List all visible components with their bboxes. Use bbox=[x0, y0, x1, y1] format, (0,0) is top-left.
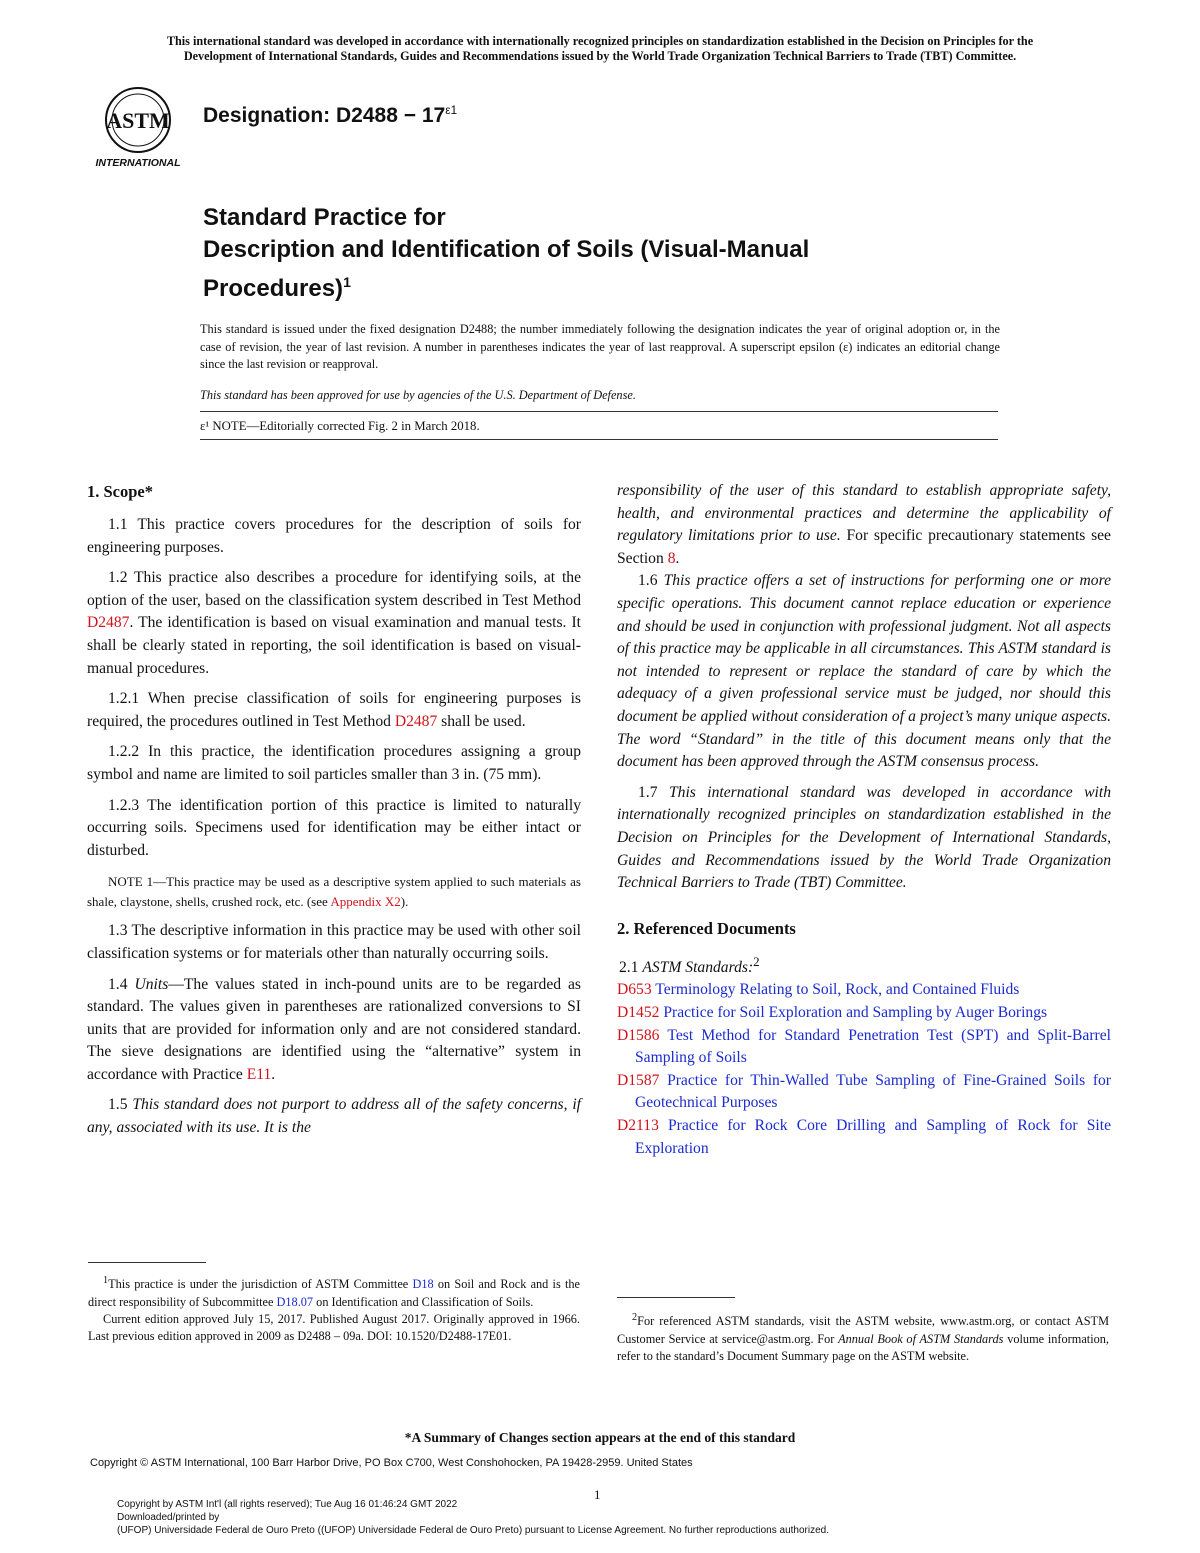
note-1: NOTE 1—This practice may be used as a descriptive system applied to such materials as shale, claystone, shells, crushed rock, etc. (see Appendix X2). bbox=[87, 874, 581, 910]
left-column bbox=[87, 480, 581, 1140]
reference-item bbox=[617, 1025, 1111, 1070]
reference-item bbox=[617, 1115, 1111, 1160]
reference-code-link[interactable]: D1587 bbox=[617, 1071, 660, 1089]
section-1-heading: 1. Scope* bbox=[87, 482, 153, 501]
designation-epsilon: ε1 bbox=[445, 103, 458, 117]
summary-of-changes-note: *A Summary of Changes section appears at the end of this standard bbox=[404, 1430, 796, 1445]
reference-item bbox=[617, 1070, 1111, 1115]
reference-code-link[interactable]: D1452 bbox=[617, 1004, 660, 1022]
copyright-line: Copyright © ASTM International, 100 Barr Harbor Drive, PO Box C700, West Conshohocken, PA 19428-2959. United States bbox=[90, 1457, 693, 1469]
title-line-3: Procedures) bbox=[203, 275, 344, 302]
reference-code-link[interactable]: D2113 bbox=[617, 1117, 659, 1135]
para-1-3: 1.3 The descriptive information in this practice may be used with other soil classification systems or for materials other than naturally occurring soils. bbox=[87, 922, 581, 962]
link-e11[interactable]: E11 bbox=[246, 1065, 272, 1083]
page-number: 1 bbox=[594, 1487, 601, 1502]
edition-info: Current edition approved July 15, 2017. Published August 2017. Originally approved in 1966. Last previous edition approved in 2009 as D2488 – 09a. DOI: 10.1520/D2488-17E01. bbox=[88, 1311, 580, 1344]
reference-item bbox=[617, 979, 1111, 1002]
para-1-4: 1.4 Units—The values stated in inch-pound units are to be regarded as standard. The values given in parentheses are rationalized conversions to SI units that are provided for information only and are not considered standard. The sieve designations are identified using the “alternative” system in accordance with Practice E11. bbox=[87, 975, 582, 1083]
reference-title-link[interactable]: Terminology Relating to Soil, Rock, and Contained Fluids bbox=[651, 981, 1020, 999]
top-notice bbox=[80, 34, 1120, 64]
para-1-2-2: 1.2.2 In this practice, the identification procedures assigning a group symbol and name are limited to soil particles smaller than 3 in. (75 mm). bbox=[87, 743, 581, 783]
download-info: Copyright by ASTM Int'l (all rights reserved); Tue Aug 16 01:46:24 GMT 2022 Downloaded/printed by (UFOP) Universidade Federal de Ouro Preto ((UFOP) Universidade Federal de Ouro Preto) pursuant to License Agreement. No further reproductions authorized. bbox=[117, 1499, 829, 1536]
reference-list bbox=[617, 979, 1111, 1160]
astm-logo bbox=[88, 86, 188, 170]
reference-title-link[interactable]: Test Method for Standard Penetration Test (SPT) and Split-Barrel Sampling of Soils bbox=[635, 1026, 1111, 1067]
link-section-8[interactable]: 8 bbox=[667, 549, 676, 567]
link-d18[interactable]: D18 bbox=[412, 1277, 434, 1292]
astm-logo-icon bbox=[88, 86, 188, 170]
para-1-2-3: 1.2.3 The identification portion of this practice is limited to naturally occurring soils. Specimens used for identification may be either intact or disturbed. bbox=[87, 796, 581, 859]
notice-line-1: This international standard was developed in accordance with internationally recognized principles on standardization established in the Decision on Principles for the bbox=[166, 34, 1034, 48]
designation-label: Designation: D2488 − 17 bbox=[203, 104, 446, 127]
reference-title-link[interactable]: Practice for Rock Core Drilling and Sampling of Rock for Site Exploration bbox=[635, 1117, 1111, 1157]
link-d2487[interactable]: D2487 bbox=[87, 614, 130, 632]
designation bbox=[203, 103, 457, 128]
divider bbox=[200, 411, 998, 412]
title-footnote-mark: 1 bbox=[343, 274, 351, 290]
dod-approval: This standard has been approved for use by agencies of the U.S. Department of Defense. bbox=[200, 388, 636, 402]
reference-code-link[interactable]: D653 bbox=[617, 981, 652, 999]
footnote-divider bbox=[617, 1297, 735, 1298]
logo-text: ASTM bbox=[106, 108, 170, 133]
reference-title-link[interactable]: Practice for Soil Exploration and Sampling by Auger Borings bbox=[659, 1004, 1048, 1022]
para-1-1: 1.1 This practice covers procedures for the description of soils for engineering purposes. bbox=[87, 516, 581, 556]
para-2-1: 2.1 ASTM Standards:$^2$ bbox=[619, 953, 760, 976]
epsilon-note: ε¹ NOTE—Editorially corrected Fig. 2 in March 2018. bbox=[200, 419, 480, 433]
para-1-2: 1.2 This practice also describes a procedure for identifying soils, at the option of the user, based on the classification system described in Test Method D2487. The identification is based on visual examination and manual tests. It shall be clearly stated in reporting, the soil identification is based on visual-manual procedures. bbox=[87, 569, 581, 677]
title-line-2: Description and Identification of Soils (Visual-Manual bbox=[203, 236, 810, 263]
reference-code-link[interactable]: D1586 bbox=[617, 1026, 660, 1044]
divider bbox=[200, 439, 998, 440]
issuance-statement: This standard is issued under the fixed designation D2488; the number immediately following the designation indicates the year of original adoption or, in the case of revision, the year of last revision. A number in parentheses indicates the year of last reapproval. A superscript epsilon (ε) indicates an editorial change since the last revision or reapproval. bbox=[200, 322, 1000, 371]
document-title bbox=[203, 202, 1003, 305]
reference-title-link[interactable]: Practice for Thin-Walled Tube Sampling of Fine-Grained Soils for Geotechnical Purposes bbox=[635, 1071, 1111, 1112]
section-2-heading: 2. Referenced Documents bbox=[617, 918, 796, 938]
link-d2487[interactable]: D2487 bbox=[394, 712, 438, 730]
link-d18-07[interactable]: D18.07 bbox=[276, 1294, 314, 1309]
para-1-5-continued: responsibility of the user of this standard to establish appropriate safety, health, and environmental practices and determine the applicability of regulatory limitations prior to use. For specific precautionary statements see Section 8. bbox=[617, 482, 1111, 567]
para-1-2-1: 1.2.1 When precise classification of soils for engineering purposes is required, the procedures outlined in Test Method D2487 shall be used. bbox=[87, 690, 581, 730]
footnote-divider bbox=[88, 1262, 206, 1263]
logo-subtext: INTERNATIONAL bbox=[95, 157, 181, 169]
notice-line-2: Development of International Standards, Guides and Recommendations issued by the World Trade Organization Technical Barriers to Trade (TBT) Committee. bbox=[183, 49, 1017, 63]
para-1-6: 1.6 This practice offers a set of instructions for performing one or more specific operations. This document cannot replace education or experience and should be used in conjunction with professional judgment. Not all aspects of this practice may be applicable in all circumstances. This ASTM standard is not intended to represent or replace the standard of care by which the adequacy of a given professional service must be judged, nor should this document be applied without consideration of a project’s many unique aspects. The word “Standard” in the title of this document means only that the document has been approved through the ASTM consensus process. bbox=[617, 572, 1112, 771]
footnote-1: $^1$This practice is under the jurisdiction of ASTM Committee D18 on Soil and Rock and is the direct responsibility of Subcommittee D18.07 on Identification and Classification of Soils. Current edition approved July 15, 2017. Published August 2017. Originally approved in 1966. Last previous edition approved in 2009 as D2488 – 09a. DOI: 10.1520/D2488-17E01. bbox=[88, 1272, 580, 1346]
para-1-5: 1.5 This standard does not purport to address all of the safety concerns, if any, associated with its use. It is the bbox=[87, 1096, 581, 1137]
title-line-1: Standard Practice for bbox=[203, 204, 446, 231]
footnote-2: $^2$For referenced ASTM standards, visit the ASTM website, www.astm.org, or contact ASTM Customer Service at service@astm.org. For Annual Book of ASTM Standards volume information, refer to the standard’s Document Summary page on the ASTM website. bbox=[617, 1312, 1109, 1363]
para-1-7: 1.7 This international standard was developed in accordance with internationally recognized principles on standardization established in the Decision on Principles for the Development of International Standards, Guides and Recommendations issued by the World Trade Organization Technical Barriers to Trade (TBT) Committee. bbox=[617, 783, 1112, 892]
reference-item bbox=[617, 1002, 1111, 1025]
link-appendix-x2[interactable]: Appendix X2 bbox=[330, 894, 401, 910]
right-column bbox=[617, 480, 1111, 1160]
